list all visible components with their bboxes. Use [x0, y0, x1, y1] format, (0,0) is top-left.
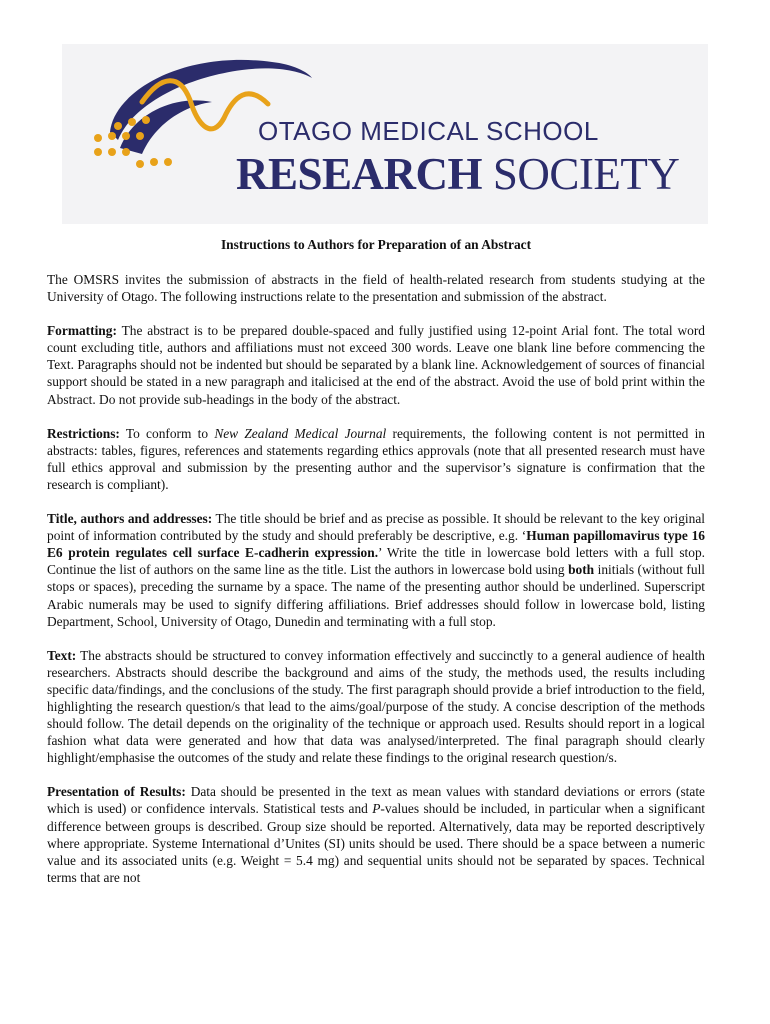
restrictions-heading: Restrictions: [47, 425, 120, 441]
title-authors-heading: Title, authors and addresses: [47, 511, 213, 527]
document-body [47, 236, 705, 903]
formatting-section [47, 322, 705, 407]
formatting-text: The abstract is to be prepared double-spaced and fully justified using 12-point Arial font. The total word count excluding title, authors and affiliations must not exceed 300 words. Leave one blank line before commencing the Text. Paragraphs should not be indented but should be separated by a blank line. Acknowledgement of sources of financial support should be stated in a new paragraph and italicised at the end of the abstract. Avoid the use of bold print within the Abstract. Do not provide sub-headings in the body of the abstract. [47, 323, 705, 407]
logo-research-word: RESEARCH [236, 149, 483, 199]
intro-paragraph: The OMSRS invites the submission of abstracts in the field of health-related research from students studying at the University of Otago. The following instructions relate to the presentation and submission of the abstract. [47, 272, 705, 305]
title-authors-text-c: initials (without full stops or spaces), preceding the surname by a space. The name of the presenting author should be underlined. Superscript Arabic numerals may be used to signify differing affiliations. Brief addresses should follow in lowercase bold, listing Department, School, University of Otago, Dunedin and terminating with a full stop. [47, 562, 706, 629]
logo-society-word: SOCIETY [482, 149, 680, 199]
p-value-symbol: P [372, 801, 381, 817]
journal-name: New Zealand Medical Journal [214, 425, 387, 441]
text-body: The abstracts should be structured to convey information effectively and succinctly to a general audience of health researchers. Abstracts should describe the background and aims of the study, the methods used, the results including specific data/findings, and the conclusions of the study. The first paragraph should provide a brief introduction to the field, highlighting the research question/s that lead to the aims/goal/purpose of the study. A concise description of the methods should follow. The detail depends on the originality of the technique or approach used. Results should report in a logical fashion what data were generated and how that data was analysed/interpreted. The final paragraph should clearly highlight/emphasise the outcomes of the study and relate these findings to the original research question/s. [47, 647, 705, 766]
restrictions-text-a: To conform to [119, 425, 215, 441]
text-heading: Text: [47, 647, 77, 663]
results-section [47, 783, 705, 886]
restrictions-text-b: requirements, the following content is not permitted in abstracts: tables, figures, references and statements regarding ethics approvals (note that all presented research must have full ethics approval and submission by the presenting author and the supervisor’s signature is confirmation that the research is compliant). [47, 425, 705, 492]
results-heading: Presentation of Results: [47, 784, 186, 800]
title-authors-text-a: The title should be brief and as precise as possible. It should be relevant to the key original point of information contributed by the study and should preferably be descriptive, e.g. ‘ [47, 511, 705, 544]
logo-school-name: OTAGO MEDICAL SCHOOL [258, 116, 599, 146]
example-title: Human papillomavirus type 16 E6 protein regulates cell surface E-cadherin expression. [47, 528, 706, 561]
text-section [47, 647, 705, 767]
logo-society-name [236, 148, 679, 200]
title-authors-section [47, 510, 705, 630]
results-text-a: Data should be presented in the text as mean values with standard deviations or errors (state which is used) or confidence intervals. Statistical tests and [47, 784, 705, 817]
both-word: both [568, 562, 595, 578]
results-text-b: -values should be included, in particular when a significant difference between groups is described. Group size should be reported. Alternatively, data may be reported descriptively where appropriate. Systeme International d’Unites (SI) units should be used. There should be a space between a numeric value and its associated units (e.g. Weight = 5.4 mg) and sequential units should not be separated by spaces. Technical terms that are not [47, 801, 705, 885]
formatting-heading: Formatting: [47, 323, 117, 339]
restrictions-section [47, 425, 705, 493]
document-title: Instructions to Authors for Preparation of an Abstract [220, 237, 532, 252]
title-authors-text-b: ’ Write the title in lowercase bold letters with a full stop. Continue the list of authors on the same line as the title. List the authors in lowercase bold using [47, 545, 705, 578]
